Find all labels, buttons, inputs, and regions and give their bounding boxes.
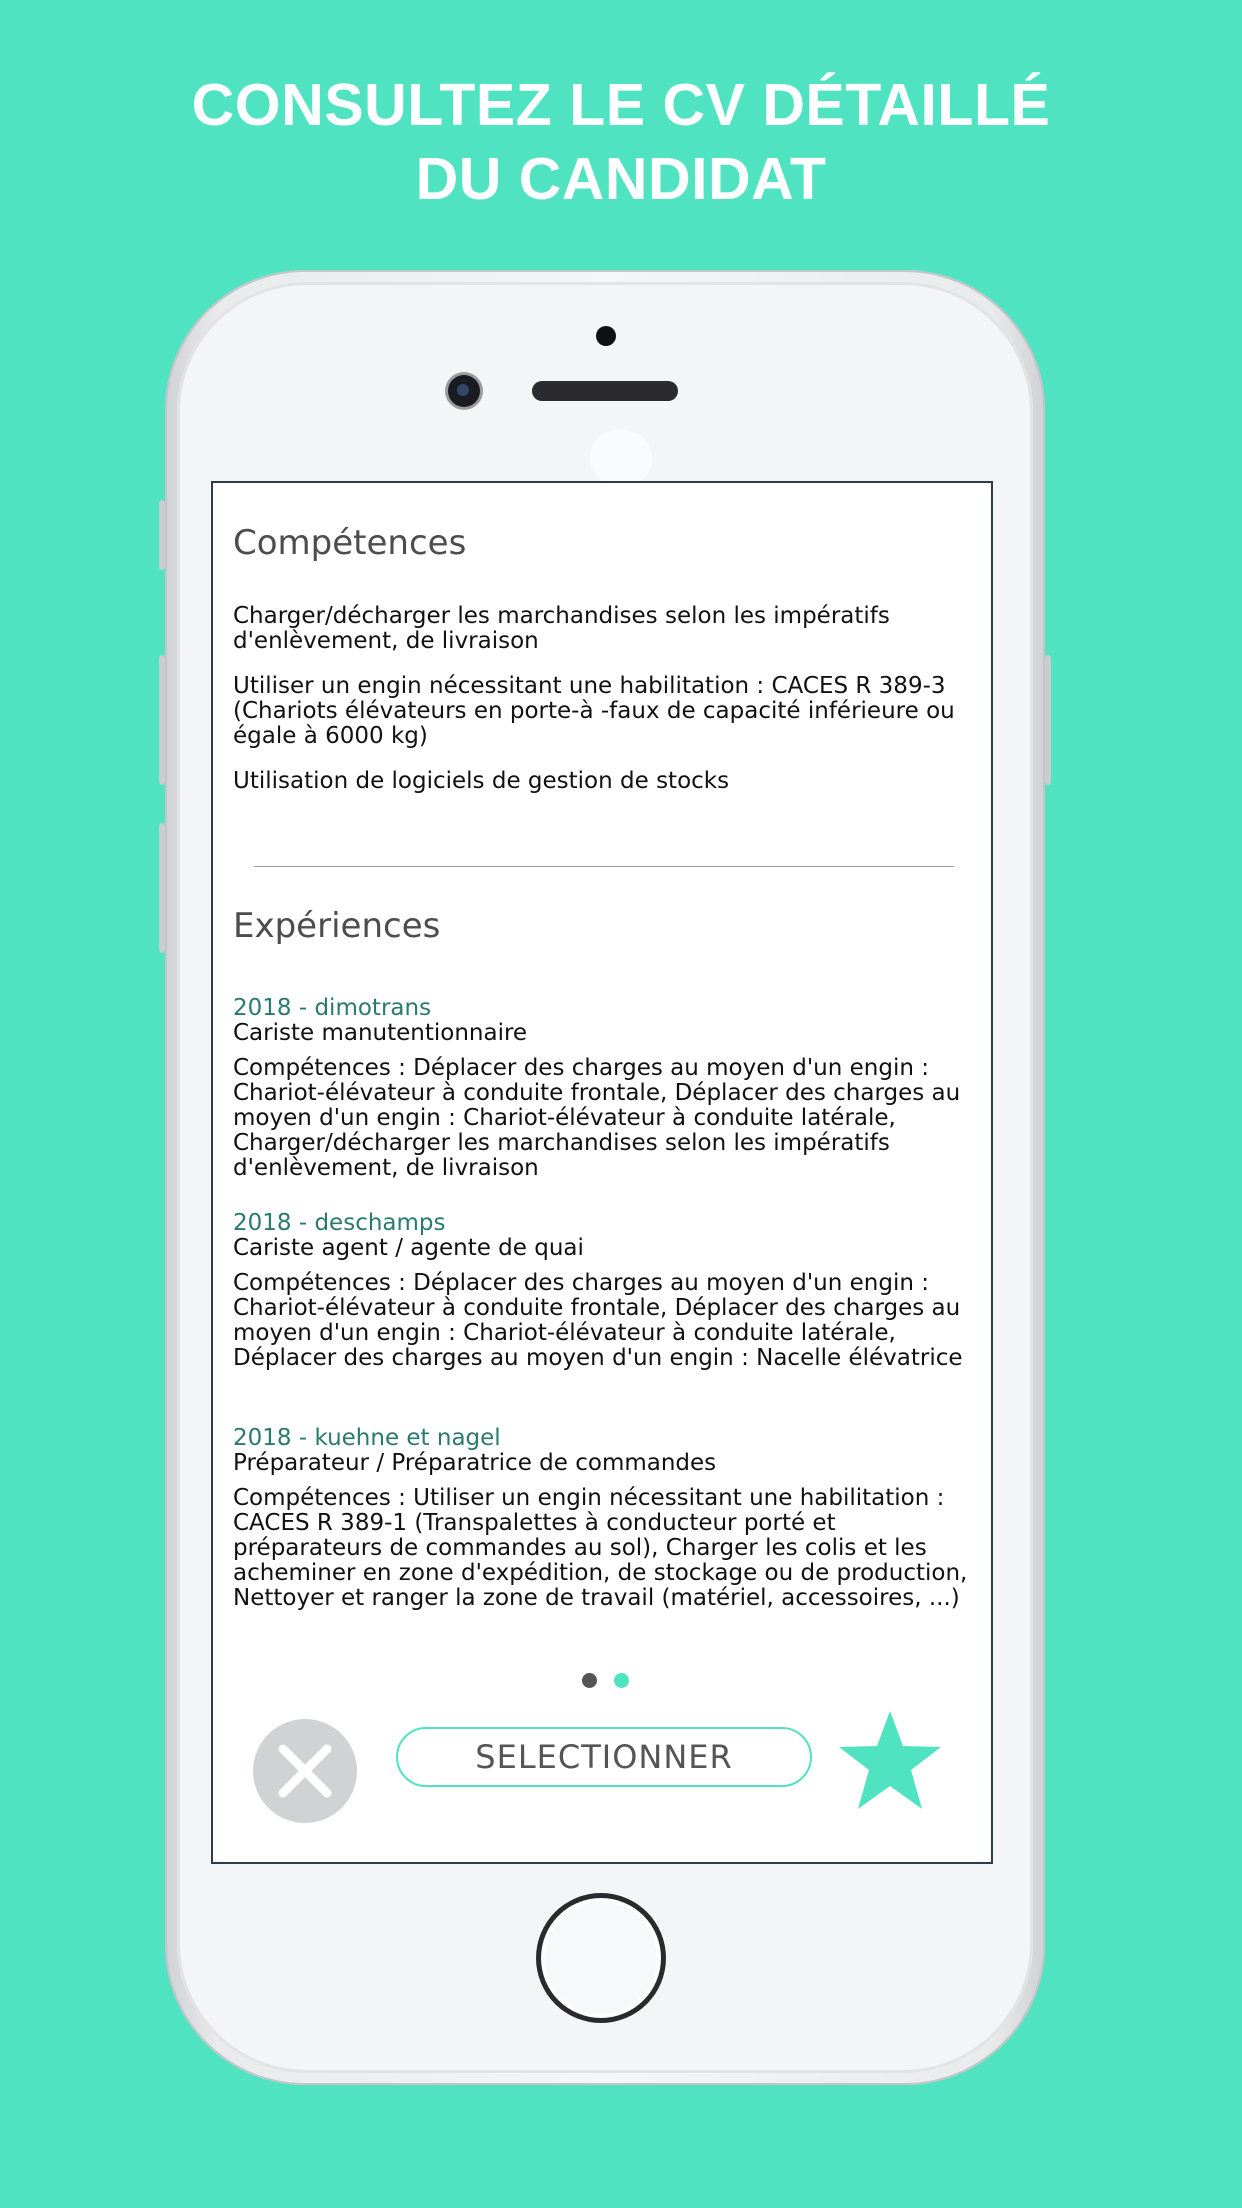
page-dot-1[interactable] bbox=[582, 1673, 597, 1688]
experience-description: Compétences : Déplacer des charges au moyen d'un engin : Chariot-élévateur à conduite frontale, Déplacer des charges au moyen d'un engin : Chariot-élévateur à conduite latérale, Déplacer des charges au moyen d'un engin : Nacelle élévatrice bbox=[233, 1270, 963, 1371]
experience-header bbox=[233, 996, 968, 1046]
page-dot-2[interactable] bbox=[614, 1673, 629, 1688]
skill-item: Utilisation de logiciels de gestion de stocks bbox=[233, 768, 730, 794]
home-button[interactable] bbox=[536, 1893, 666, 2023]
experience-company: 2018 - deschamps bbox=[233, 1210, 446, 1236]
section-divider bbox=[254, 866, 954, 867]
skill-item: Utiliser un engin nécessitant une habilitation : CACES R 389-3 (Chariots élévateurs en porte-à -faux de capacité inférieure ou égale à 6000 kg) bbox=[233, 673, 955, 749]
star-icon bbox=[836, 1709, 944, 1813]
reject-button[interactable] bbox=[253, 1719, 357, 1823]
experience-role: Cariste agent / agente de quai bbox=[233, 1235, 584, 1261]
experience-role: Cariste manutentionnaire bbox=[233, 1020, 528, 1046]
silent-switch bbox=[159, 500, 165, 570]
experience-role: Préparateur / Préparatrice de commandes bbox=[233, 1450, 717, 1476]
headline-line-1: CONSULTEZ LE CV DÉTAILLÉ bbox=[191, 72, 1051, 138]
experience-header bbox=[233, 1426, 968, 1476]
volume-down-button bbox=[159, 823, 165, 953]
earpiece-speaker bbox=[532, 381, 678, 401]
favorite-button[interactable] bbox=[836, 1709, 944, 1813]
skills-section-title: Compétences bbox=[233, 523, 467, 563]
experience-description: Compétences : Déplacer des charges au moyen d'un engin : Chariot-élévateur à conduite frontale, Déplacer des charges au moyen d'un engin : Chariot-élévateur à conduite latérale, Charger/décharger les marchandises selon les impératifs d'enlèvement, de livraison bbox=[233, 1055, 961, 1181]
select-candidate-button[interactable]: SELECTIONNER bbox=[396, 1727, 812, 1787]
promo-headline bbox=[0, 68, 1242, 216]
experience-company: 2018 - kuehne et nagel bbox=[233, 1425, 501, 1451]
cv-screen bbox=[211, 481, 993, 1864]
close-icon bbox=[253, 1719, 357, 1823]
volume-up-button bbox=[159, 655, 165, 785]
experience-company: 2018 - dimotrans bbox=[233, 995, 432, 1021]
proximity-sensor bbox=[596, 326, 616, 346]
front-camera bbox=[448, 375, 480, 407]
experience-header bbox=[233, 1211, 968, 1261]
experience-description: Compétences : Utiliser un engin nécessitant une habilitation : CACES R 389-1 (Transpalettes à conducteur porté et préparateurs de commandes au sol), Charger les colis et les acheminer en zone d'expédition, de stockage ou de production, Nettoyer et ranger la zone de travail (matériel, accessoires, ...) bbox=[233, 1485, 968, 1611]
skill-item: Charger/décharger les marchandises selon les impératifs d'enlèvement, de livraison bbox=[233, 603, 890, 654]
sensor-highlight bbox=[590, 430, 652, 486]
experiences-section-title: Expériences bbox=[233, 906, 441, 946]
headline-line-2: DU CANDIDAT bbox=[415, 146, 827, 212]
power-button bbox=[1045, 655, 1051, 785]
